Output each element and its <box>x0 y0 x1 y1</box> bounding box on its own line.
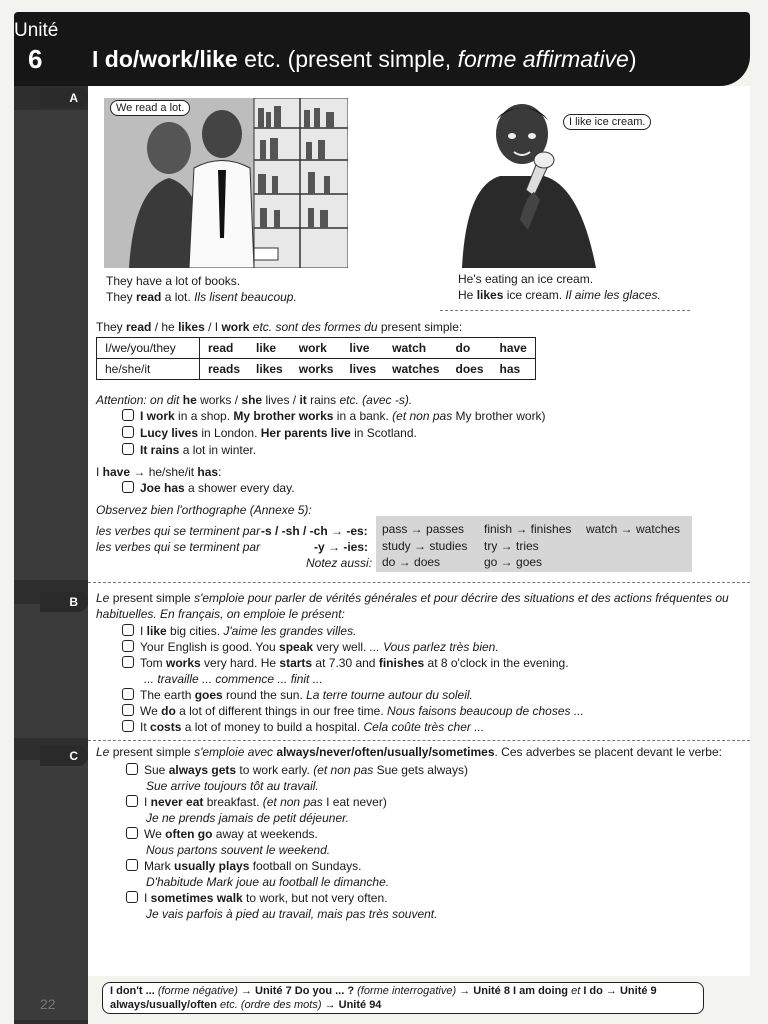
example-works-translation: ... travaille ... commence ... finit ... <box>144 672 323 686</box>
cross-reference-line2: always/usually/often etc. (ordre des mots) → Unité 94 <box>110 999 382 1011</box>
table-cell: does <box>447 359 491 380</box>
caption-ice-cream-line2: He likes ice cream. Il aime les glaces. <box>458 288 661 302</box>
spelling-rule-2-ending: -y → -ies: <box>314 540 369 554</box>
example-often-translation: Nous partons souvent le weekend. <box>146 843 331 857</box>
example-goes: The earth goes round the sun. La terre tourne autour du soleil. <box>122 688 473 703</box>
example-lives: Lucy lives in London. Her parents live in Scotland. <box>122 426 417 441</box>
example-never: I never eat breakfast. (et non pas I eat never) <box>126 795 387 810</box>
table-cell: I/we/you/they <box>97 338 200 359</box>
checkbox-icon <box>122 688 134 700</box>
divider-illustrations <box>440 310 690 311</box>
checkbox-icon <box>122 443 134 455</box>
checkbox-icon <box>122 656 134 668</box>
example-never-translation: Je ne prends jamais de petit déjeuner. <box>146 811 350 825</box>
spelling-rule-1-ending: -s / -sh / -ch → -es: <box>261 524 368 538</box>
table-cell: live <box>341 338 384 359</box>
table-cell: work <box>291 338 342 359</box>
table-row <box>97 338 536 359</box>
spelling-example: try → tries <box>484 539 539 553</box>
checkbox-icon <box>122 426 134 438</box>
example-do: We do a lot of different things in our free time. Nous faisons beaucoup de choses ... <box>122 704 584 719</box>
spelling-example: pass → passes <box>382 522 465 536</box>
section-b-intro-line1: Le present simple s'emploie pour parler de vérités générales et pour décrire des situations et des actions fréquentes ou <box>96 591 729 605</box>
checkbox-icon <box>126 795 138 807</box>
example-sometimes-translation: Je vais parfois à pied au travail, mais pas très souvent. <box>146 907 438 921</box>
spelling-rule-1-label: les verbes qui se terminent par <box>96 524 261 538</box>
checkbox-icon <box>122 640 134 652</box>
table-cell: watch <box>384 338 447 359</box>
table-cell: have <box>492 338 536 359</box>
caption-books-line2: They read a lot. Ils lisent beaucoup. <box>106 290 297 304</box>
example-rains: It rains a lot in winter. <box>122 443 256 458</box>
section-tab-b: B <box>40 592 88 612</box>
table-cell: reads <box>200 359 249 380</box>
table-cell: watches <box>384 359 447 380</box>
left-margin-bar <box>14 80 88 1024</box>
example-works: Tom works very hard. He starts at 7.30 and finishes at 8 o'clock in the evening. <box>122 656 569 671</box>
title-italic: forme affirmative <box>457 46 629 72</box>
speech-bubble-we-read: We read a lot. <box>110 100 190 116</box>
table-cell: he/she/it <box>97 359 200 380</box>
caption-books-line1: They have a lot of books. <box>106 274 241 288</box>
example-sometimes: I sometimes walk to work, but not very often. <box>126 891 387 906</box>
example-usually-translation: D'habitude Mark joue au football le dimanche. <box>146 875 390 889</box>
cross-reference-line1: I don't ... (forme négative) → Unité 7 Do you ... ? (forme interrogative) → Unité 8 I am doing et I do → Unité 9 <box>110 985 657 997</box>
checkbox-icon <box>122 704 134 716</box>
checkbox-icon <box>126 827 138 839</box>
have-rule: I have → he/she/it has: <box>96 465 222 479</box>
example-like: I like big cities. J'aime les grandes villes. <box>122 624 356 639</box>
speech-bubble-ice-cream: I like ice cream. <box>563 114 651 130</box>
example-often: We often go away at weekends. <box>126 827 318 842</box>
table-cell: like <box>248 338 291 359</box>
attention-note: Attention: on dit he works / she lives / it rains etc. (avec -s). <box>96 393 413 407</box>
divider-section-b <box>88 582 750 583</box>
table-row <box>97 359 536 380</box>
forms-intro: They read / he likes / I work etc. sont des formes du present simple: <box>96 320 463 334</box>
checkbox-icon <box>122 409 134 421</box>
table-cell: read <box>200 338 249 359</box>
spelling-example: study → studies <box>382 539 468 553</box>
unit-number: 6 <box>28 44 43 74</box>
checkbox-icon <box>126 859 138 871</box>
table-cell: likes <box>248 359 291 380</box>
page-number: 22 <box>40 996 56 1012</box>
table-cell: works <box>291 359 342 380</box>
example-speak: Your English is good. You speak very well. ... Vous parlez très bien. <box>122 640 499 655</box>
title-end: ) <box>628 46 637 72</box>
conjugation-table <box>96 337 536 380</box>
spelling-example: finish → finishes <box>484 522 572 536</box>
title-normal: etc. (present simple, <box>237 46 458 72</box>
spelling-example: do → does <box>382 555 441 569</box>
checkbox-icon <box>126 891 138 903</box>
caption-ice-cream-line1: He's eating an ice cream. <box>458 272 594 286</box>
checkbox-icon <box>126 763 138 775</box>
spelling-example: watch → watches <box>586 522 681 536</box>
unit-title <box>92 46 637 73</box>
title-bold: I do/work/like <box>92 46 238 72</box>
section-tab-c: C <box>40 746 88 766</box>
checkbox-icon <box>122 624 134 636</box>
table-cell: do <box>447 338 491 359</box>
section-c-intro: Le present simple s'emploie avec always/never/often/usually/sometimes. Ces adverbes se placent devant le verbe: <box>96 745 722 759</box>
spelling-note: Observez bien l'orthographe (Annexe 5): <box>96 503 312 517</box>
example-always-translation: Sue arrive toujours tôt au travail. <box>146 779 319 793</box>
example-costs: It costs a lot of money to build a hospital. Cela coûte très cher ... <box>122 720 484 735</box>
illustration-couple-reading <box>104 98 348 268</box>
spelling-rule-3-label: Notez aussi: <box>306 556 373 570</box>
example-has: Joe has a shower every day. <box>122 481 295 496</box>
example-usually: Mark usually plays football on Sundays. <box>126 859 361 874</box>
table-cell: lives <box>341 359 384 380</box>
table-cell: has <box>492 359 536 380</box>
checkbox-icon <box>122 720 134 732</box>
unit-label: Unité <box>14 20 59 41</box>
checkbox-icon <box>122 481 134 493</box>
spelling-example: go → goes <box>484 555 543 569</box>
section-b-intro-line2: habituelles. En français, on emploie le présent: <box>96 607 345 621</box>
example-work: I work in a shop. My brother works in a bank. (et non pas My brother work) <box>122 409 546 424</box>
divider-section-c <box>88 740 750 741</box>
spelling-rule-2-label: les verbes qui se terminent par <box>96 540 261 554</box>
section-tab-a: A <box>40 88 88 108</box>
example-always: Sue always gets to work early. (et non pas Sue gets always) <box>126 763 468 778</box>
